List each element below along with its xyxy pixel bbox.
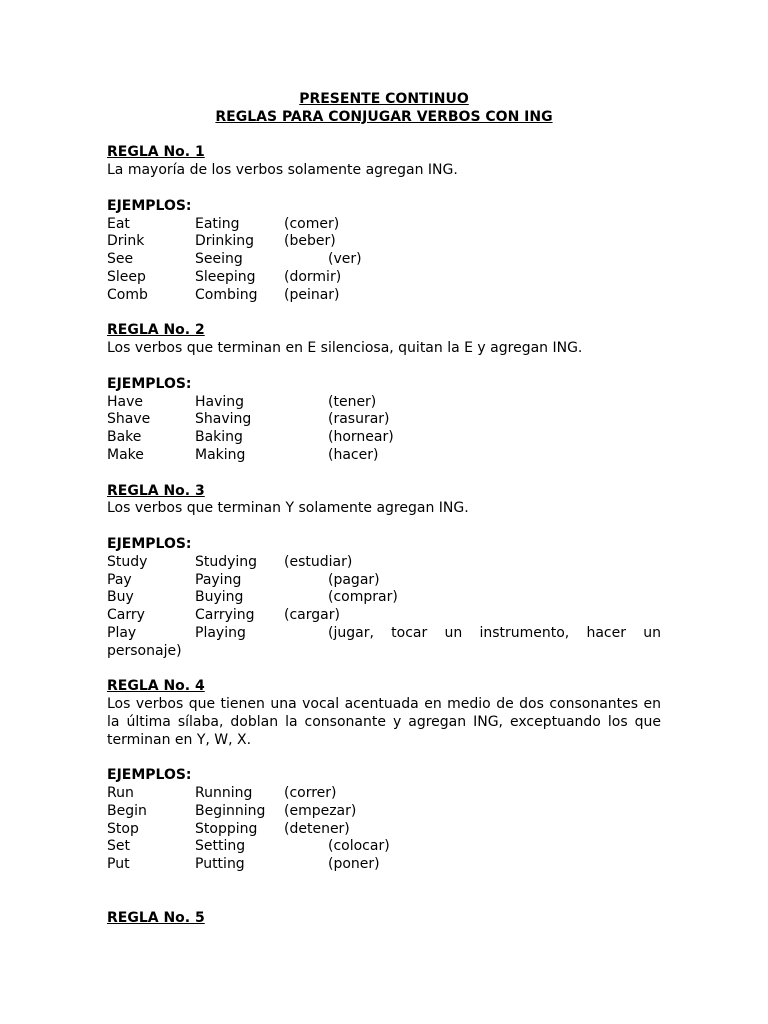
example-gerund: Sleeping xyxy=(195,268,256,285)
example-verb: Begin xyxy=(107,802,147,819)
example-row xyxy=(107,233,661,251)
document-content xyxy=(107,91,661,927)
example-verb: See xyxy=(107,251,134,268)
example-verb: Eat xyxy=(107,215,130,232)
example-gerund: Making xyxy=(195,446,246,463)
example-verb: Make xyxy=(107,446,144,463)
example-row xyxy=(107,216,661,234)
example-gerund: Baking xyxy=(195,429,243,446)
example-translation: (cargar) xyxy=(284,607,340,624)
example-gerund: Running xyxy=(195,785,253,802)
example-translation: (correr) xyxy=(284,785,337,802)
example-row xyxy=(107,821,661,839)
example-gerund: Carrying xyxy=(195,607,255,624)
rule-2-examples-label: EJEMPLOS: xyxy=(107,375,192,392)
example-verb: Pay xyxy=(107,571,132,588)
example-translation: (poner) xyxy=(328,856,380,873)
rule-4-heading: REGLA No. 4 xyxy=(107,678,205,695)
example-row xyxy=(107,429,661,447)
example-row xyxy=(107,589,661,607)
rule-1-examples-label: EJEMPLOS: xyxy=(107,197,192,214)
example-row xyxy=(107,803,661,821)
example-gerund: Beginning xyxy=(195,802,266,819)
example-row xyxy=(107,554,661,572)
example-verb: Study xyxy=(107,553,148,570)
example-verb: Shave xyxy=(107,411,151,428)
example-row xyxy=(107,447,661,465)
example-gerund: Drinking xyxy=(195,233,255,250)
rule-1-text: La mayoría de los verbos solamente agregan ING. xyxy=(107,162,458,179)
example-gerund: Setting xyxy=(195,838,246,855)
example-verb: Run xyxy=(107,785,134,802)
example-translation: (beber) xyxy=(284,233,336,250)
example-row xyxy=(107,411,661,429)
rule-4-examples-label: EJEMPLOS: xyxy=(107,767,192,784)
document-title: PRESENTE CONTINUO xyxy=(299,91,469,107)
rule-3-examples-label: EJEMPLOS: xyxy=(107,535,192,552)
example-row xyxy=(107,394,661,412)
example-translation: (colocar) xyxy=(328,838,390,855)
example-verb: Bake xyxy=(107,429,142,446)
document-subtitle: REGLAS PARA CONJUGAR VERBOS CON ING xyxy=(215,108,553,125)
rule-2-heading: REGLA No. 2 xyxy=(107,322,205,339)
example-verb: Have xyxy=(107,393,144,410)
example-row xyxy=(107,287,661,305)
example-translation: (empezar) xyxy=(284,802,357,819)
example-translation: (pagar) xyxy=(328,571,380,588)
example-row xyxy=(107,607,661,625)
example-gerund: Studying xyxy=(195,553,258,570)
example-gerund: Stopping xyxy=(195,820,258,837)
rule-2-text: Los verbos que terminan en E silenciosa, quitan la E y agregan ING. xyxy=(107,340,583,357)
example-translation: (hacer) xyxy=(328,446,379,463)
example-row xyxy=(107,269,661,287)
example-verb: Put xyxy=(107,856,130,873)
example-translation: (ver) xyxy=(328,251,362,268)
example-verb: Comb xyxy=(107,286,148,303)
example-translation: (peinar) xyxy=(284,286,340,303)
example-gerund: Shaving xyxy=(195,411,252,428)
example-gerund: Eating xyxy=(195,215,240,232)
rule-5-heading: REGLA No. 5 xyxy=(107,909,205,926)
example-translation: (hornear) xyxy=(328,429,394,446)
example-gerund: Having xyxy=(195,393,245,410)
example-gerund: Paying xyxy=(195,571,242,588)
example-gerund: Playing xyxy=(195,624,246,641)
example-verb: Stop xyxy=(107,820,139,837)
example-row xyxy=(107,785,661,803)
example-gerund: Seeing xyxy=(195,251,243,268)
rule-1-heading: REGLA No. 1 xyxy=(107,144,205,161)
example-translation: (estudiar) xyxy=(284,553,353,570)
example-verb: Play xyxy=(107,624,137,641)
example-row xyxy=(107,572,661,590)
example-verb: Drink xyxy=(107,233,145,250)
example-translation: (jugar, tocar un instrumento, hacer un personaje) xyxy=(107,624,661,659)
example-translation: (dormir) xyxy=(284,268,342,285)
example-gerund: Putting xyxy=(195,856,245,873)
example-row xyxy=(107,251,661,269)
example-verb: Set xyxy=(107,838,130,855)
example-translation: (comprar) xyxy=(328,589,398,606)
rule-3-text: Los verbos que terminan Y solamente agregan ING. xyxy=(107,500,469,517)
example-gerund: Combing xyxy=(195,286,258,303)
example-row xyxy=(107,838,661,856)
rule-4-text: Los verbos que tienen una vocal acentuada en medio de dos consonantes en la última sílaba, doblan la consonante y agregan ING, exceptuando los que terminan en Y, W, X. xyxy=(107,696,661,748)
example-verb: Carry xyxy=(107,607,145,624)
example-row xyxy=(107,856,661,874)
example-verb: Buy xyxy=(107,589,134,606)
example-translation: (comer) xyxy=(284,215,340,232)
rule-3-heading: REGLA No. 3 xyxy=(107,482,205,499)
example-row xyxy=(107,625,661,661)
example-verb: Sleep xyxy=(107,268,146,285)
example-translation: (tener) xyxy=(328,393,377,410)
example-gerund: Buying xyxy=(195,589,244,606)
example-translation: (detener) xyxy=(284,820,350,837)
example-translation: (rasurar) xyxy=(328,411,390,428)
